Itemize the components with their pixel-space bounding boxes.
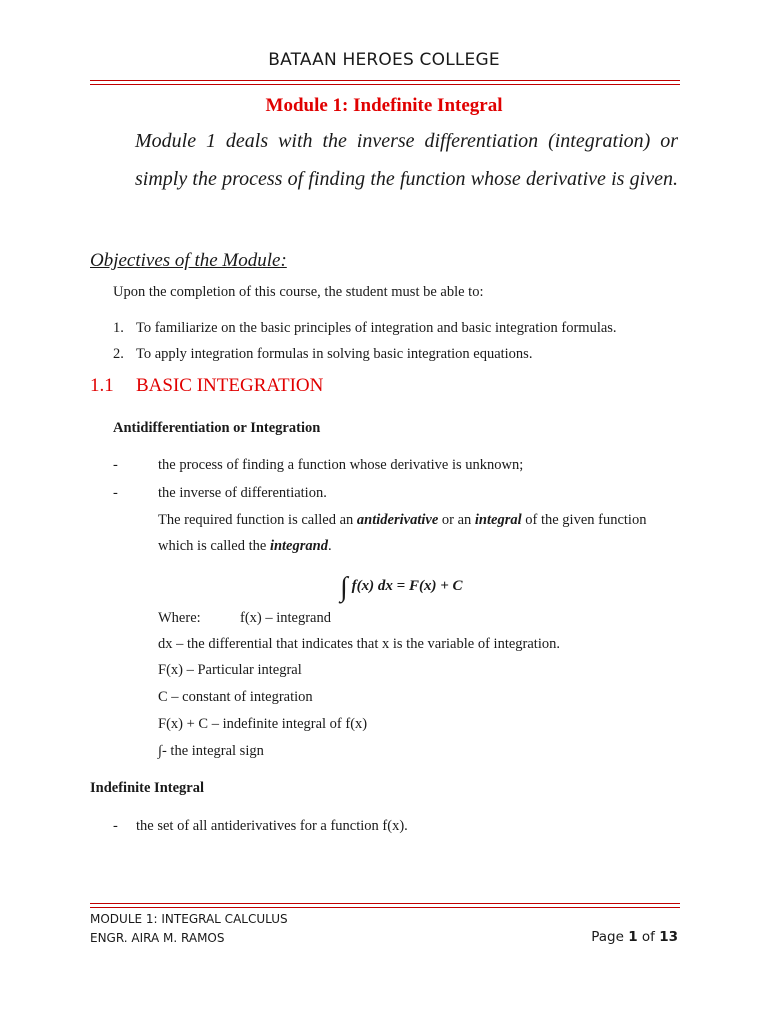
required-function-line: The required function is called an antiderivative or an integral of the given function: [158, 512, 647, 528]
integral-formula: [340, 566, 463, 603]
definition-dx: dx – the differential that indicates that x is the variable of integration.: [158, 636, 560, 652]
term-integrand: integrand: [269, 538, 328, 554]
term-antiderivative: antiderivative: [356, 512, 439, 528]
definition-indefinite: F(x) + C – indefinite integral of f(x): [158, 716, 368, 732]
indefinite-dash: -: [113, 818, 118, 834]
integrand-line: which is called the integrand.: [158, 538, 332, 554]
footer-divider: [90, 903, 680, 908]
indefinite-heading: Indefinite Integral: [90, 780, 204, 796]
section-title: BASIC INTEGRATION: [136, 375, 324, 396]
definition-particular: F(x) – Particular integral: [158, 662, 302, 678]
formula-expression: f(x) dx = F(x) + C: [351, 578, 463, 594]
definition-integral-sign: ∫- the integral sign: [158, 743, 264, 759]
module-intro-line-1: Module 1 deals with the inverse differentiation (integration) or: [135, 130, 678, 152]
where-label: Where:: [158, 610, 201, 626]
footer-author: ENGR. AIRA M. RAMOS: [90, 931, 225, 945]
footer-page-number: Page 1 of 13: [591, 929, 678, 945]
integral-sign-icon: ∫: [340, 572, 348, 603]
bullet-text-2: the inverse of differentiation.: [158, 485, 327, 501]
objectives-heading: Objectives of the Module:: [90, 250, 287, 271]
objective-number-1: 1.: [113, 320, 124, 336]
definition-constant: C – constant of integration: [158, 689, 313, 705]
objective-text-1: To familiarize on the basic principles of integration and basic integration formulas.: [136, 320, 617, 336]
module-intro-line-2: simply the process of finding the function whose derivative is given.: [135, 168, 678, 190]
definition-integrand: f(x) – integrand: [240, 610, 331, 626]
header-divider: [90, 80, 680, 85]
indefinite-text: the set of all antiderivatives for a function f(x).: [136, 818, 408, 834]
objectives-lead: Upon the completion of this course, the student must be able to:: [113, 284, 484, 300]
module-title: Module 1: Indefinite Integral: [265, 95, 503, 116]
section-subheading: Antidifferentiation or Integration: [113, 420, 321, 436]
header-college-name: BATAAN HEROES COLLEGE: [268, 50, 500, 70]
bullet-text-1: the process of finding a function whose derivative is unknown;: [158, 457, 524, 473]
footer-course: MODULE 1: INTEGRAL CALCULUS: [90, 912, 288, 926]
objective-number-2: 2.: [113, 346, 124, 362]
term-integral: integral: [474, 512, 522, 528]
objective-text-2: To apply integration formulas in solving basic integration equations.: [136, 346, 533, 362]
bullet-dash-2: -: [113, 485, 118, 501]
section-number: 1.1: [90, 375, 114, 396]
bullet-dash-1: -: [113, 457, 118, 473]
